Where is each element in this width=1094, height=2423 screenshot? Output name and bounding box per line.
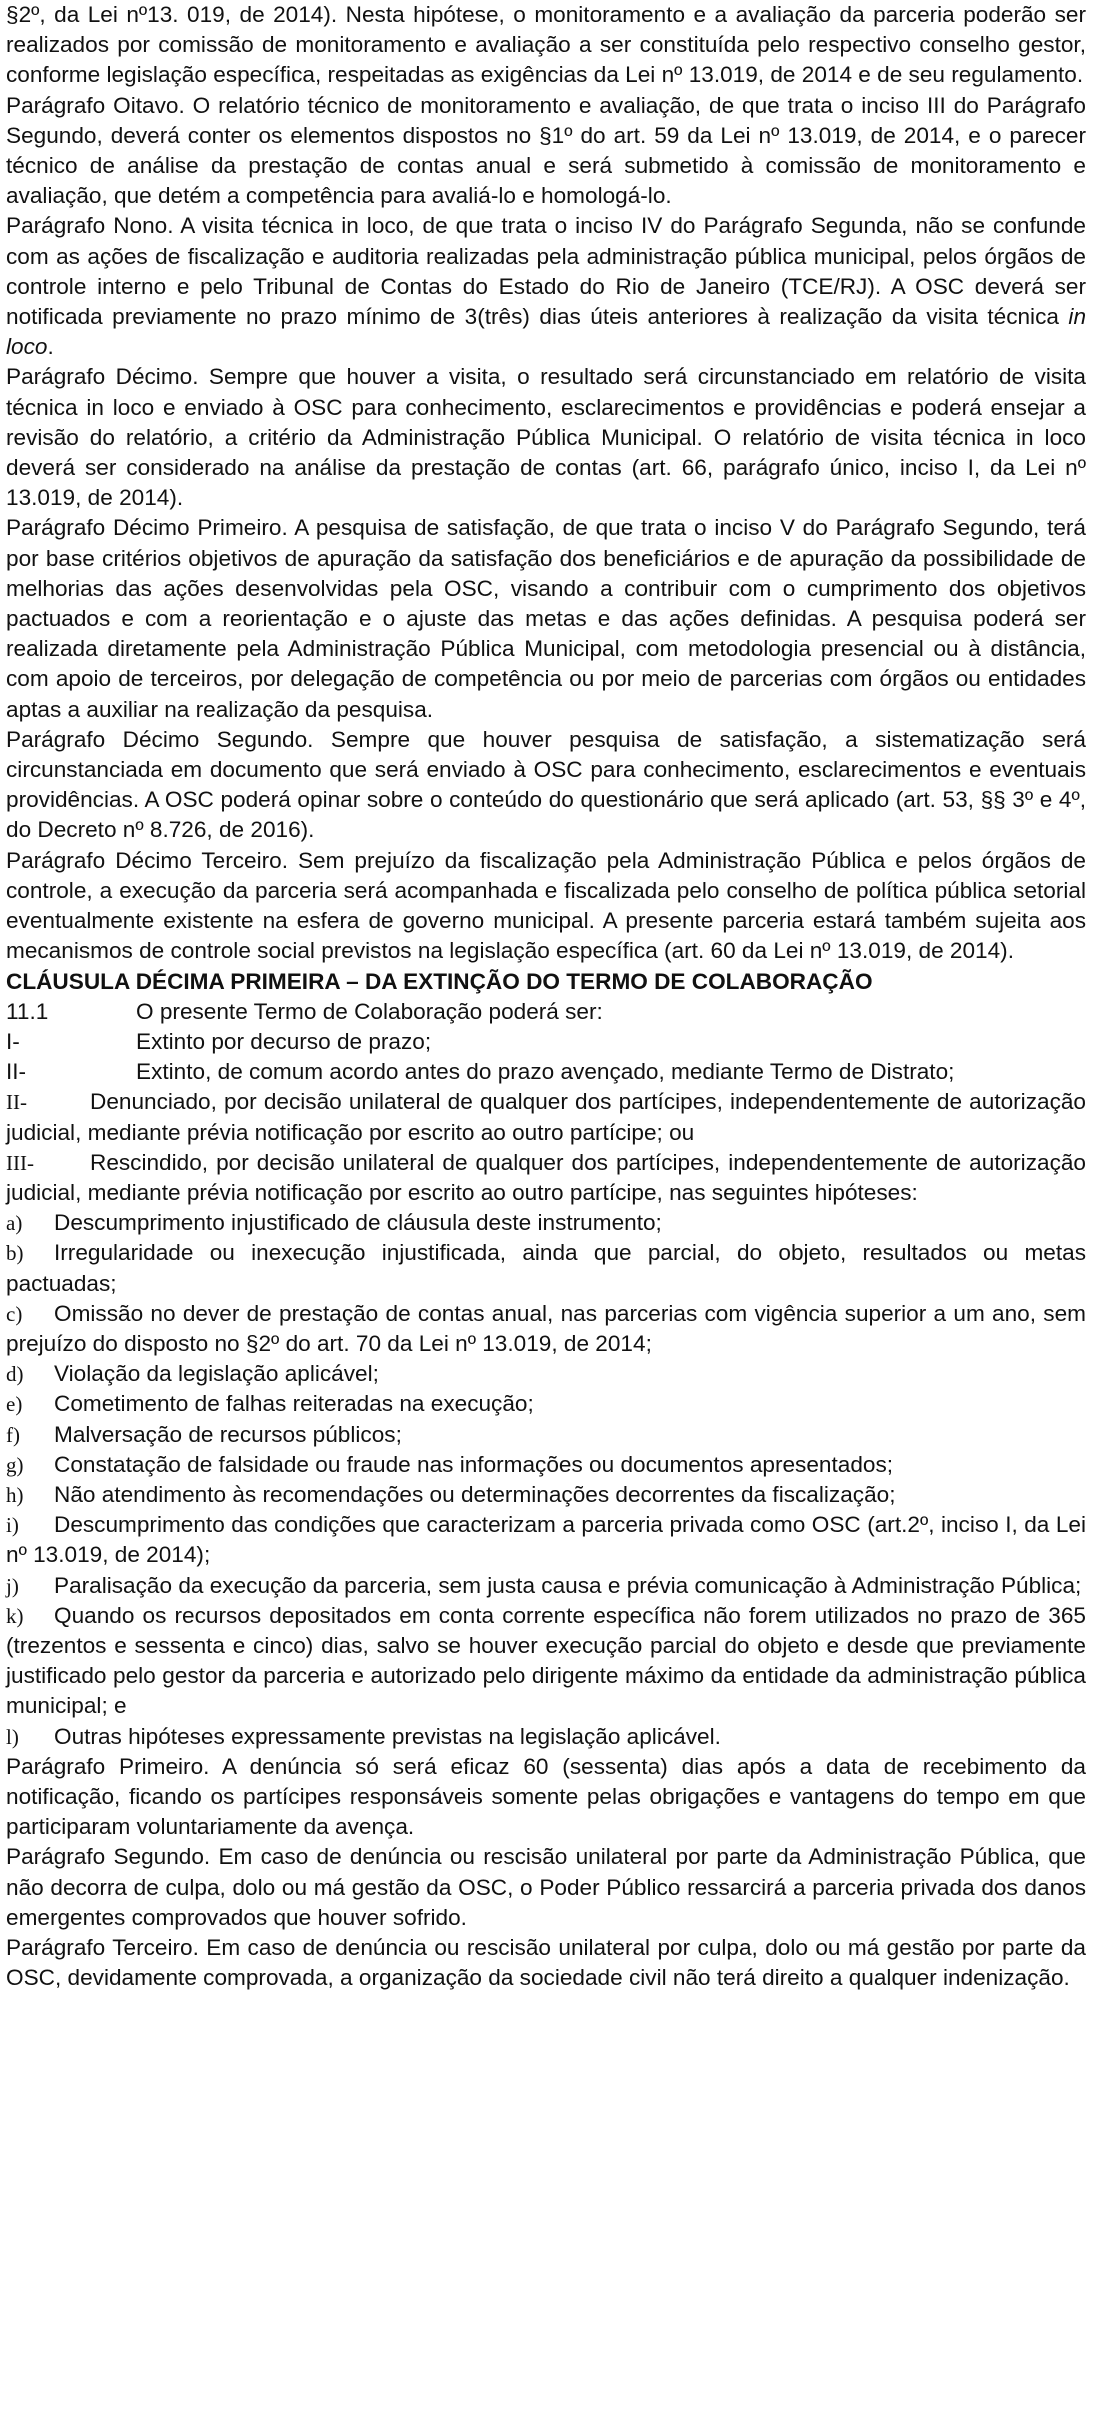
- alpha-item-j: [6, 1571, 1086, 1601]
- roman-item-2-label: II-: [6, 1059, 27, 1085]
- alpha-item-e: [6, 1389, 1086, 1419]
- item-11-1-label: 11.1: [6, 998, 49, 1024]
- alpha-item-c-label: c): [6, 1301, 23, 1326]
- alpha-item-k-label: k): [6, 1603, 24, 1628]
- paragraph-continuation: §2º, da Lei nº13. 019, de 2014). Nesta hipótese, o monitoramento e a avaliação da parceria poderão ser realizados por comissão de monitoramento e avaliação a ser constituída pelo respectivo conselho gestor, conforme legislação específica, respeitadas as exigências da Lei nº 13.019, de 2014 e de seu regulamento.: [6, 2, 1086, 88]
- roman-item-3-label: II-: [6, 1090, 27, 1115]
- alpha-item-a: [6, 1208, 1086, 1238]
- paragraph-oitavo: Parágrafo Oitavo. O relatório técnico de monitoramento e avaliação, de que trata o inciso III do Parágrafo Segundo, deverá conter os elementos dispostos no §1º do art. 59 da Lei nº 13.019, de 2014, e o parecer técnico de análise da prestação de contas anual e será submetido à comissão de monitoramento e avaliação, que detém a competência para avaliá-lo e homologá-lo.: [6, 92, 1086, 209]
- alpha-item-c: [6, 1299, 1086, 1359]
- alpha-item-l-label: l): [6, 1724, 19, 1749]
- alpha-item-e-text: Cometimento de falhas reiteradas na execução;: [54, 1391, 534, 1417]
- paragraph-decimo-segundo: Parágrafo Décimo Segundo. Sempre que houver pesquisa de satisfação, a sistematização será circunstanciada em documento que será enviado à OSC para conhecimento, esclarecimentos e eventuais providências. A OSC poderá opinar sobre o conteúdo do questionário que será aplicado (art. 53, §§ 3º e 4º, do Decreto nº 8.726, de 2016).: [6, 726, 1086, 843]
- roman-item-2-text: Extinto, de comum acordo antes do prazo avençado, mediante Termo de Distrato;: [136, 1059, 955, 1085]
- alpha-item-i-text: Descumprimento das condições que caracterizam a parceria privada como OSC (art.2º, inciso I, da Lei nº 13.019, de 2014);: [6, 1512, 1086, 1568]
- paragraph-segundo: Parágrafo Segundo. Em caso de denúncia ou rescisão unilateral por parte da Administração Pública, que não decorra de culpa, dolo ou má gestão da OSC, o Poder Público ressarcirá a parceria privada dos danos emergentes comprovados que houver sofrido.: [6, 1844, 1086, 1930]
- alpha-item-b-text: Irregularidade ou inexecução injustificada, ainda que parcial, do objeto, resultados ou metas pactuadas;: [6, 1240, 1086, 1296]
- roman-item-1: [6, 1027, 1086, 1057]
- paragraph-decimo-terceiro: Parágrafo Décimo Terceiro. Sem prejuízo da fiscalização pela Administração Pública e pelos órgãos de controle, a execução da parceria será acompanhada e fiscalizada pelo conselho de política pública setorial eventualmente existente na esfera de governo municipal. A presente parceria estará também sujeita aos mecanismos de controle social previstos na legislação específica (art. 60 da Lei nº 13.019, de 2014).: [6, 847, 1086, 964]
- alpha-item-g-label: g): [6, 1452, 24, 1477]
- roman-item-2: [6, 1057, 1086, 1087]
- alpha-item-f-text: Malversação de recursos públicos;: [54, 1421, 402, 1447]
- alpha-item-a-label: a): [6, 1211, 23, 1236]
- alpha-item-k: [6, 1601, 1086, 1722]
- alpha-item-j-text: Paralisação da execução da parceria, sem justa causa e prévia comunicação à Administração Pública;: [54, 1572, 1082, 1598]
- roman-item-4-text: Rescindido, por decisão unilateral de qualquer dos partícipes, independentemente de autorização judicial, mediante prévia notificação por escrito ao outro partícipe, nas seguintes hipóteses:: [6, 1149, 1086, 1205]
- roman-item-4: [6, 1148, 1086, 1208]
- roman-item-1-text: Extinto por decurso de prazo;: [136, 1028, 432, 1054]
- roman-item-4-label: III-: [6, 1150, 34, 1175]
- alpha-item-l: [6, 1722, 1086, 1752]
- alpha-item-h: [6, 1480, 1086, 1510]
- alpha-item-i: [6, 1510, 1086, 1570]
- paragraph-decimo-primeiro: Parágrafo Décimo Primeiro. A pesquisa de satisfação, de que trata o inciso V do Parágrafo Segundo, terá por base critérios objetivos de apuração da satisfação dos beneficiários e de apuração da possibilidade de melhorias das ações desenvolvidas pela OSC, visando a contribuir com o cumprimento dos objetivos pactuados e com a reorientação e o ajuste das metas e das ações definidas. A pesquisa poderá ser realizada diretamente pela Administração Pública Municipal, com metodologia presencial ou à distância, com apoio de terceiros, por delegação de competência ou por meio de parcerias com órgãos ou entidades aptas a auxiliar na realização da pesquisa.: [6, 515, 1086, 722]
- paragraph-decimo: Parágrafo Décimo. Sempre que houver a visita, o resultado será circunstanciado em relatório de visita técnica in loco e enviado à OSC para conhecimento, esclarecimentos e providências e poderá ensejar a revisão do relatório, a critério da Administração Pública Municipal. O relatório de visita técnica in loco deverá ser considerado na análise da prestação de contas (art. 66, parágrafo único, inciso I, da Lei nº 13.019, de 2014).: [6, 364, 1086, 511]
- alpha-item-g: [6, 1450, 1086, 1480]
- alpha-item-j-label: j): [6, 1573, 19, 1598]
- roman-item-3-text: Denunciado, por decisão unilateral de qualquer dos partícipes, independentemente de autorização judicial, mediante prévia notificação por escrito ao outro partícipe; ou: [6, 1089, 1086, 1145]
- alpha-item-l-text: Outras hipóteses expressamente previstas na legislação aplicável.: [54, 1723, 721, 1749]
- alpha-item-k-text: Quando os recursos depositados em conta corrente específica não forem utilizados no prazo de 365 (trezentos e sessenta e cinco) dias, salvo se houver execução parcial do objeto e desde que previamente justificado pelo gestor da parceria e autorizado pelo dirigente máximo da entidade da administração pública municipal; e: [6, 1602, 1086, 1719]
- alpha-item-d: [6, 1359, 1086, 1389]
- alpha-item-a-text: Descumprimento injustificado de cláusula deste instrumento;: [54, 1210, 662, 1236]
- roman-item-1-label: I-: [6, 1028, 20, 1054]
- paragraph-nono-in-loco: in loco: [6, 304, 1087, 360]
- alpha-item-e-label: e): [6, 1392, 23, 1417]
- alpha-item-f-label: f): [6, 1422, 20, 1447]
- alpha-item-g-text: Constatação de falsidade ou fraude nas informações ou documentos apresentados;: [54, 1451, 894, 1477]
- alpha-item-h-label: h): [6, 1482, 24, 1507]
- alpha-item-b-label: b): [6, 1241, 24, 1266]
- clause-heading: CLÁUSULA DÉCIMA PRIMEIRA – DA EXTINÇÃO DO TERMO DE COLABORAÇÃO: [6, 968, 873, 994]
- alpha-item-d-label: d): [6, 1362, 24, 1387]
- alpha-item-i-label: i): [6, 1513, 19, 1538]
- paragraph-nono-text: Parágrafo Nono. A visita técnica in loco, de que trata o inciso IV do Parágrafo Segunda, não se confunde com as ações de fiscalização e auditoria realizadas pela administração pública municipal, pelos órgãos de controle interno e pelo Tribunal de Contas do Estado do Rio de Janeiro (TCE/RJ). A OSC deverá ser notificada previamente no prazo mínimo de 3(três) dias úteis anteriores à realização da visita técnica: [6, 213, 1086, 330]
- alpha-item-b: [6, 1238, 1086, 1298]
- alpha-item-d-text: Violação da legislação aplicável;: [54, 1361, 379, 1387]
- paragraph-primeiro: Parágrafo Primeiro. A denúncia só será eficaz 60 (sessenta) dias após a data de recebimento da notificação, ficando os partícipes responsáveis somente pelas obrigações e vantagens do tempo em que participaram voluntariamente da avença.: [6, 1753, 1086, 1840]
- item-11-1-text: O presente Termo de Colaboração poderá ser:: [136, 998, 603, 1024]
- paragraph-terceiro: Parágrafo Terceiro. Em caso de denúncia ou rescisão unilateral por culpa, dolo ou má gestão por parte da OSC, devidamente comprovada, a organização da sociedade civil não terá direito a qualquer indenização.: [6, 1935, 1086, 1991]
- alpha-item-c-text: Omissão no dever de prestação de contas anual, nas parcerias com vigência superior a um ano, sem prejuízo do disposto no §2º do art. 70 da Lei nº 13.019, de 2014;: [6, 1300, 1086, 1356]
- alpha-item-f: [6, 1420, 1086, 1450]
- roman-item-3: [6, 1087, 1086, 1147]
- paragraph-nono: [6, 211, 1086, 362]
- paragraph-nono-end: .: [47, 334, 54, 360]
- item-11-1: [6, 997, 1086, 1027]
- alpha-item-h-text: Não atendimento às recomendações ou determinações decorrentes da fiscalização;: [54, 1481, 896, 1507]
